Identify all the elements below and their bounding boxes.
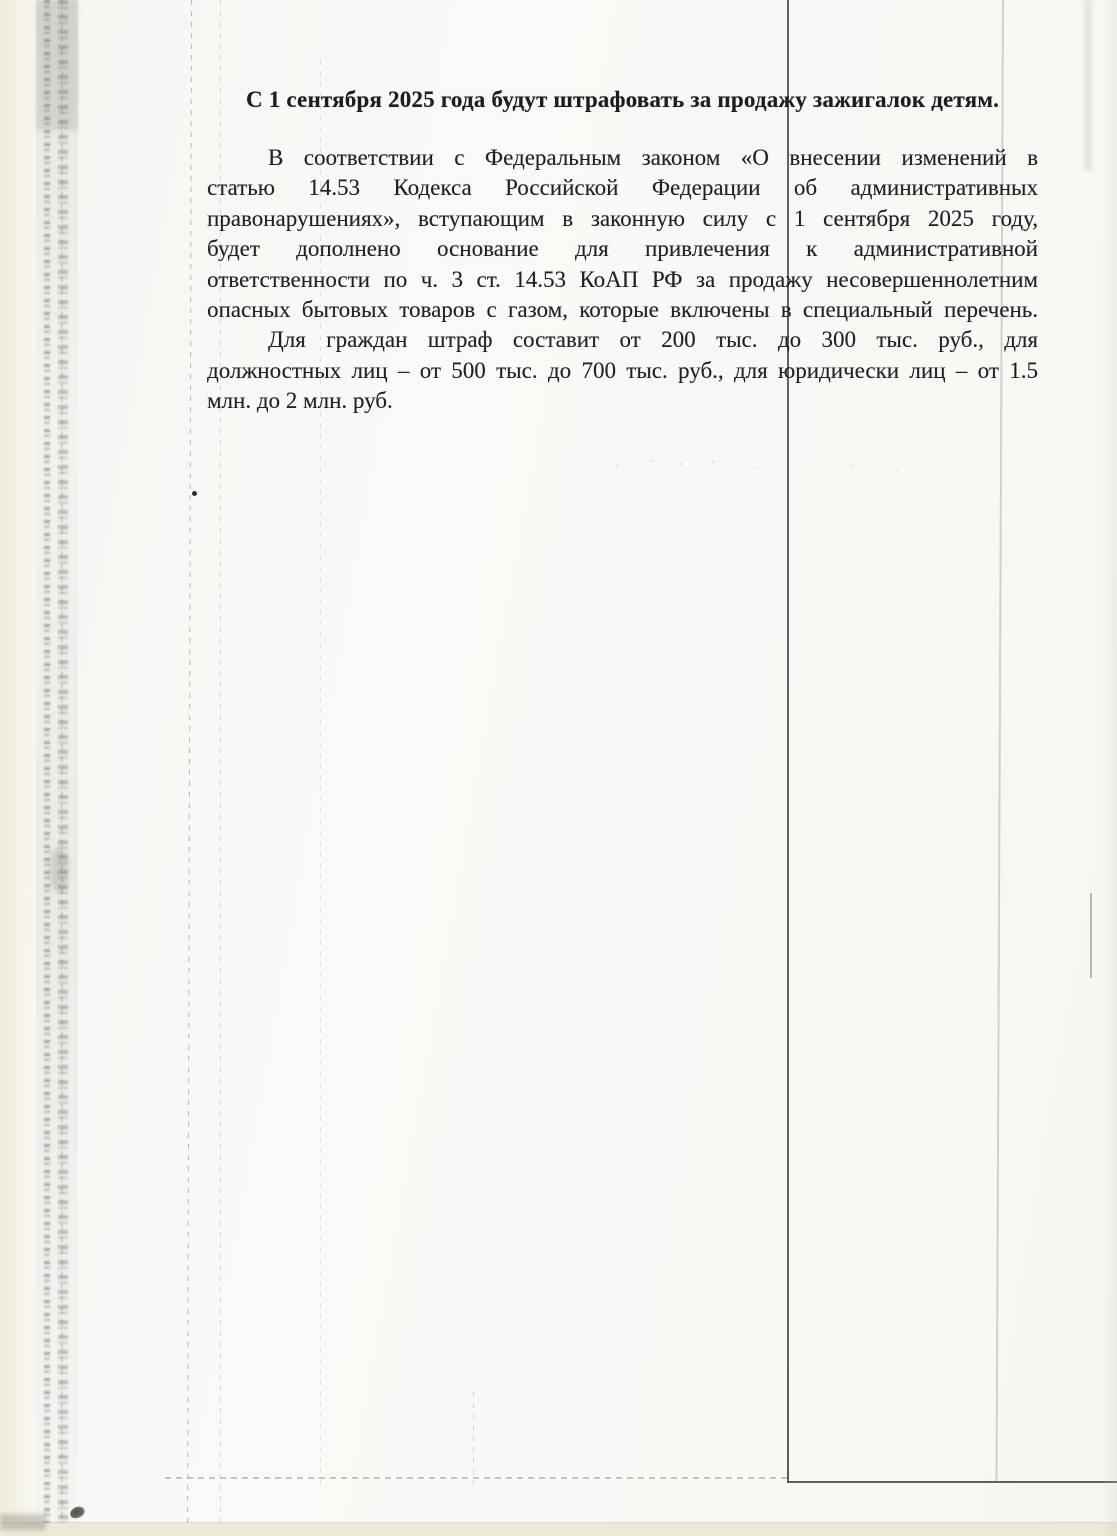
scan-smudge-column-a — [44, 0, 50, 1524]
scan-faint-line-vertical-2 — [1090, 893, 1092, 978]
scan-bottom-left-smudge — [0, 1514, 46, 1530]
scan-smudge-column-b — [58, 0, 68, 1524]
scan-smudge-blob — [50, 848, 68, 892]
scan-dotted-line-vertical-4 — [473, 1392, 474, 1484]
scan-bottom-band — [0, 1523, 1117, 1536]
paragraph1-line6: опасных бытовых товаров с газом, которые включены в специальный перечень. — [207, 296, 1038, 322]
paragraph2-line2: должностных лиц – от 500 тыс. до 700 тыс. руб., для юридически лиц – от 1.5 — [207, 357, 1038, 383]
paragraph1-line4: будет дополнено основание для привлечения к административной — [207, 236, 1038, 262]
document-body — [207, 143, 1038, 417]
paragraph2-line1: Для граждан штраф составит от 200 тыс. до 300 тыс. руб., для — [268, 327, 1038, 353]
scan-speck-row — [605, 452, 915, 478]
scan-smudge-top-shade — [36, 0, 78, 130]
scan-left-margin-band — [0, 0, 36, 1536]
scan-bottom-rule-faint — [165, 1477, 788, 1479]
scan-right-edge-shade — [1101, 0, 1117, 1536]
paragraph1-line5: ответственности по ч. 3 ст. 14.53 КоАП РФ за продажу несовершеннолетним — [207, 266, 1038, 292]
scan-left-smudge-strip — [36, 0, 78, 1524]
paragraph2-line3: млн. до 2 млн. руб. — [207, 388, 393, 414]
scan-dotted-line-vertical-1 — [187, 0, 192, 1524]
scan-bottom-rule-dark — [788, 1481, 1117, 1483]
paragraph1-line2: статью 14.53 Кодекса Российской Федерации об административных — [207, 175, 1038, 201]
document-title: С 1 сентября 2025 года будут штрафовать за продажу зажигалок детям. — [245, 87, 1000, 112]
scan-right-top-streak — [1084, 0, 1092, 170]
paragraph1-line3: правонарушениях», вступающим в законную силу с 1 сентября 2025 году, — [207, 205, 1038, 231]
scan-ink-dot — [192, 491, 197, 496]
paragraph1-line1: В соответствии с Федеральным законом «О внесении изменений в — [268, 145, 1038, 170]
scan-edge-line-vertical — [61, 0, 63, 1520]
